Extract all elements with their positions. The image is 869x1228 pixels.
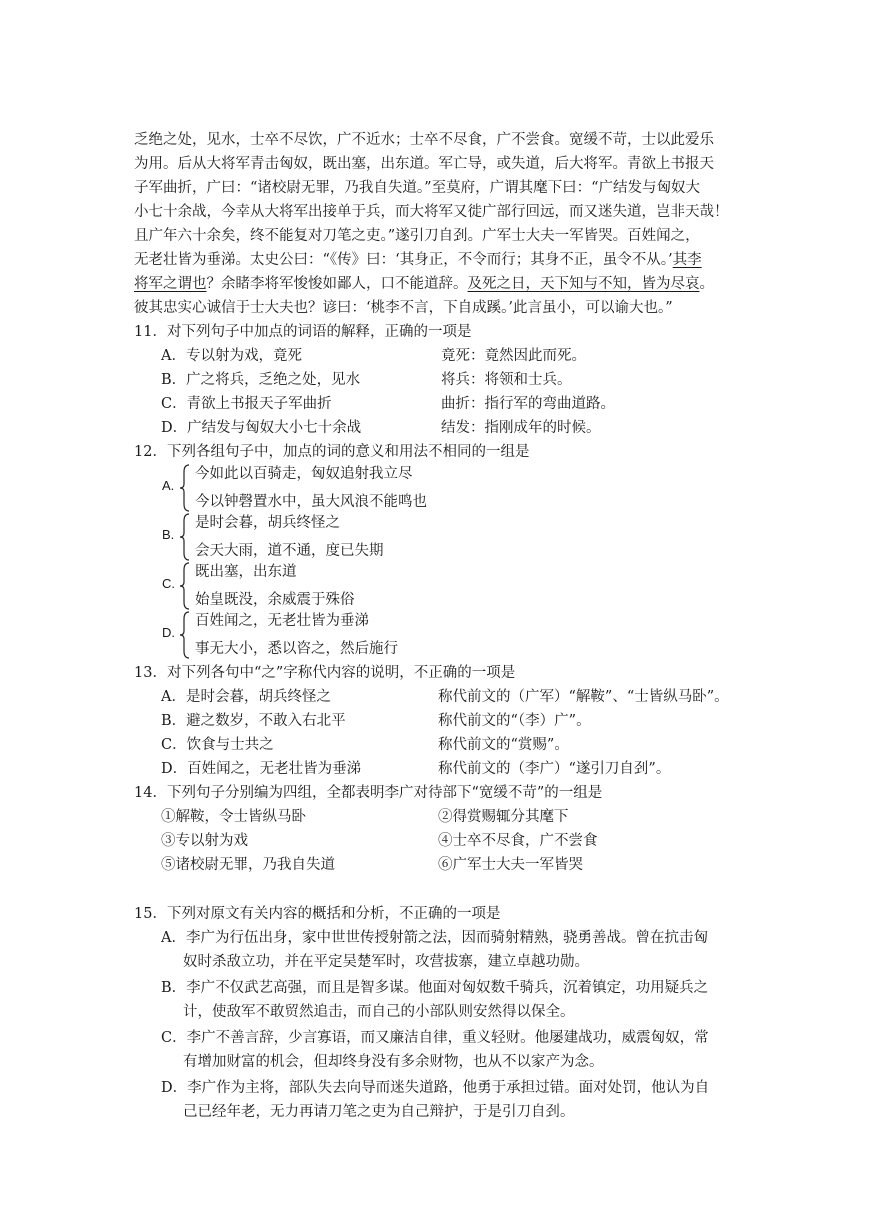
- sentence-1: 百姓闻之，无老壮皆为垂涕: [195, 613, 369, 629]
- passage-line: [134, 248, 744, 272]
- sentence-2: 今以钟磬置水中，虽大风浪不能鸣也: [195, 494, 427, 510]
- item: ③专以射为戏: [161, 833, 248, 849]
- option-d-cont: 己已经年老，无力再请刀笔之吏为自己辩护，于是引刀自刭。: [183, 1104, 575, 1120]
- sentence-1: 今如此以百骑走，匈奴追射我立尽: [195, 466, 413, 482]
- group-label: A.: [162, 478, 175, 493]
- underlined-sentence: 将军之谓也: [134, 276, 207, 292]
- item-row: [161, 805, 771, 829]
- brace-icon: [180, 611, 190, 659]
- passage-line: 子军曲折，广曰：“诸校尉无罪，乃我自失道。”至莫府，广谓其麾下曰：“广结发与匈奴大: [134, 180, 700, 196]
- sentence-2: 会天大雨，道不通，度已失期: [195, 543, 384, 559]
- passage-line: 乏绝之处，见水，士卒不尽饮，广不近水；士卒不尽食，广不尝食。宽缓不苛，士以此爱乐: [134, 132, 714, 148]
- sentence-1: 既出塞，出东道: [195, 564, 297, 580]
- option-b: B．李广不仅武艺高强，而且是智多谋。他面对匈奴数千骑兵，沉着镇定，功用疑兵之: [161, 980, 709, 996]
- option-a: [161, 685, 751, 709]
- item-row: [161, 829, 771, 853]
- passage-line: 且广年六十余矣，终不能复对刀笔之吏。”遂引刀自刭。广军士大夫一军皆哭。百姓闻之，: [134, 228, 700, 244]
- sentence-2: 事无大小，悉以咨之，然后施行: [195, 641, 398, 657]
- option-explanation: 结发：指刚成年的时候。: [441, 420, 601, 436]
- option-text: A．是时会暮，胡兵终怪之: [161, 689, 331, 705]
- option-explanation: 称代前文的（广军）“解鞍”、“士皆纵马卧”。: [438, 689, 729, 705]
- question-stem: 11．对下列句子中加点的词语的解释，正确的一项是: [134, 324, 472, 340]
- item: ②得赏赐辄分其麾下: [438, 809, 569, 825]
- option-a: [161, 344, 771, 368]
- option-explanation: 称代前文的“（李）广”。: [438, 713, 591, 729]
- option-a: A．李广为行伍出身，家中世世传授射箭之法，因而骑射精熟，骁勇善战。曾在抗击匈: [161, 930, 708, 946]
- option-explanation: 竟死：竟然因此而死。: [441, 348, 586, 364]
- option-c: [161, 392, 771, 416]
- option-c: [161, 733, 751, 757]
- item: ⑤诸校尉无罪，乃我自失道: [161, 857, 335, 873]
- option-b-cont: 计，使敌军不敢贸然追击，而自己的小部队则安然得以保全。: [183, 1004, 575, 1020]
- passage-line: 小七十余战，今幸从大将军出接单于兵，而大将军又徙广部行回远，而又迷失道，岂非天哉！: [134, 204, 729, 220]
- option-a-cont: 奴时杀敌立功，并在平定吴楚军时，攻营拔寨，建立卓越功勋。: [183, 954, 589, 970]
- option-explanation: 将兵：将领和士兵。: [441, 372, 572, 388]
- option-text: C．青欲上书报天子军曲折: [161, 396, 332, 412]
- brace-icon: [180, 562, 190, 610]
- question-stem: 15．下列对原文有关内容的概括和分析，不正确的一项是: [134, 906, 501, 922]
- option-explanation: 称代前文的“赏赐”。: [438, 737, 569, 753]
- option-group-a: [162, 462, 452, 516]
- passage-line: 为用。后从大将军青击匈奴，既出塞，出东道。军亡导，或失道，后大将军。青欲上书报天: [134, 156, 714, 172]
- sentence-1: 是时会暮，胡兵终怪之: [195, 515, 340, 531]
- option-b: [161, 368, 771, 392]
- option-text: B．广之将兵，乏绝之处，见水: [161, 372, 361, 388]
- passage-line: 彼其忠实心诚信于士大夫也？谚曰：‘桃李不言，下自成蹊。’此言虽小，可以谕大也。”: [134, 300, 673, 316]
- item: ④士卒不尽食，广不尝食: [438, 833, 598, 849]
- passage-text: 无老壮皆为垂涕。太史公曰：“《传》曰：‘其身正，不令而行；其身不正，虽令不从。’: [134, 252, 673, 268]
- option-text: A．专以射为戏，竟死: [161, 348, 302, 364]
- group-label: C.: [162, 576, 175, 591]
- option-explanation: 曲折：指行军的弯曲道路。: [441, 396, 615, 412]
- option-b: [161, 709, 751, 733]
- item-row: [161, 853, 771, 877]
- option-group-d: [162, 609, 452, 663]
- option-c-cont: 有增加财富的机会，但却终身没有多余财物，也从不以家产为念。: [183, 1054, 604, 1070]
- underlined-sentence: 其李: [672, 252, 702, 268]
- option-text: C．饮食与士共之: [161, 737, 274, 753]
- group-label: B.: [162, 527, 175, 542]
- option-c: C．李广不善言辞，少言寡语，而又廉洁自律，重义轻财。他屡建战功，威震匈奴，常: [161, 1030, 709, 1046]
- option-d: [161, 757, 751, 781]
- option-group-c: [162, 560, 452, 614]
- item: ⑥广军士大夫一军皆哭: [438, 857, 583, 873]
- group-label: D.: [162, 625, 175, 640]
- option-d: D．李广作为主将，部队失去向导而迷失道路，他勇于承担过错。面对处罚，他认为自: [161, 1080, 710, 1096]
- underlined-sentence: 及死之日，天下知与不知，皆为尽哀: [467, 276, 700, 292]
- option-text: D．百姓闻之，无老壮皆为垂涕: [161, 761, 362, 777]
- sentence-2: 始皇既没，余威震于殊俗: [195, 592, 355, 608]
- option-group-b: [162, 511, 452, 565]
- brace-icon: [180, 513, 190, 561]
- brace-icon: [180, 464, 190, 512]
- item: ①解鞍，令士皆纵马卧: [161, 809, 306, 825]
- option-text: B．避之数岁，不敢入右北平: [161, 713, 346, 729]
- question-stem: 12．下列各组句子中，加点的词的意义和用法不相同的一组是: [134, 444, 530, 460]
- passage-text: ？余睹李将军悛悛如鄙人，口不能道辞。: [206, 276, 468, 292]
- passage-text: 。: [699, 276, 714, 292]
- option-text: D．广结发与匈奴大小七十余战: [161, 420, 362, 436]
- option-explanation: 称代前文的（李广）“遂引刀自刭”。: [438, 761, 671, 777]
- passage-line: [134, 272, 744, 296]
- question-stem: 13．对下列各句中“之”字称代内容的说明，不正确的一项是: [134, 665, 516, 681]
- option-d: [161, 416, 771, 440]
- question-stem: 14．下列句子分别编为四组，全都表明李广对待部下“宽缓不苛”的一组是: [134, 785, 603, 801]
